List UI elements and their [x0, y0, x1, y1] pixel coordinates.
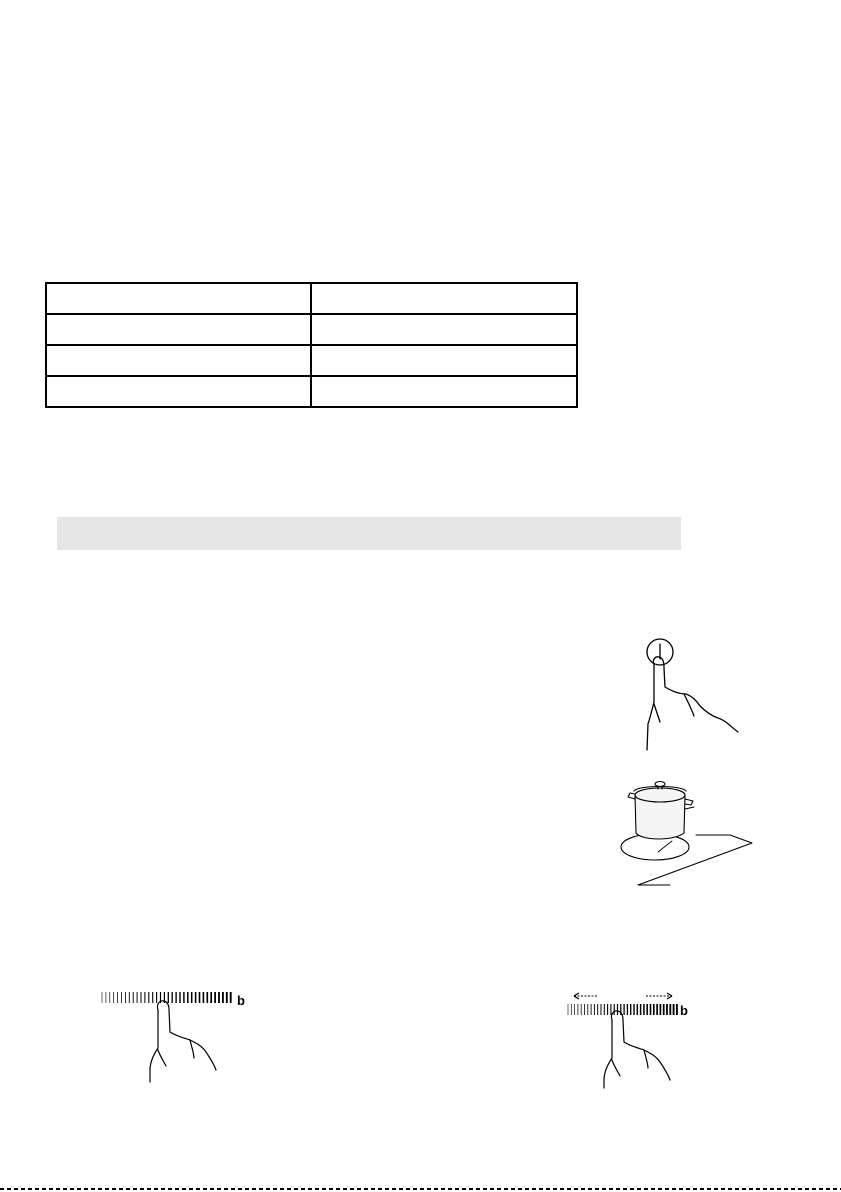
- section-header: [57, 517, 681, 550]
- table-cell: [46, 376, 311, 407]
- slider-touch-illustration: [98, 988, 248, 1088]
- slider-swipe-illustration: [564, 988, 714, 1088]
- table-cell: [311, 376, 577, 407]
- table-cell: [311, 283, 577, 314]
- power-button-illustration: [630, 632, 750, 767]
- table-cell: [46, 283, 311, 314]
- pot-on-hob-illustration: [600, 775, 760, 890]
- spec-table: [45, 282, 578, 408]
- table-cell: [46, 345, 311, 376]
- table-row: [46, 376, 577, 407]
- table-cell: [46, 314, 311, 345]
- table-cell: [311, 314, 577, 345]
- page-edge-perforation: [0, 1186, 841, 1192]
- table-row: [46, 283, 577, 314]
- table-row: [46, 345, 577, 376]
- table-row: [46, 314, 577, 345]
- boost-symbol: b: [237, 993, 245, 1008]
- table-cell: [311, 345, 577, 376]
- boost-symbol: b: [680, 1003, 688, 1018]
